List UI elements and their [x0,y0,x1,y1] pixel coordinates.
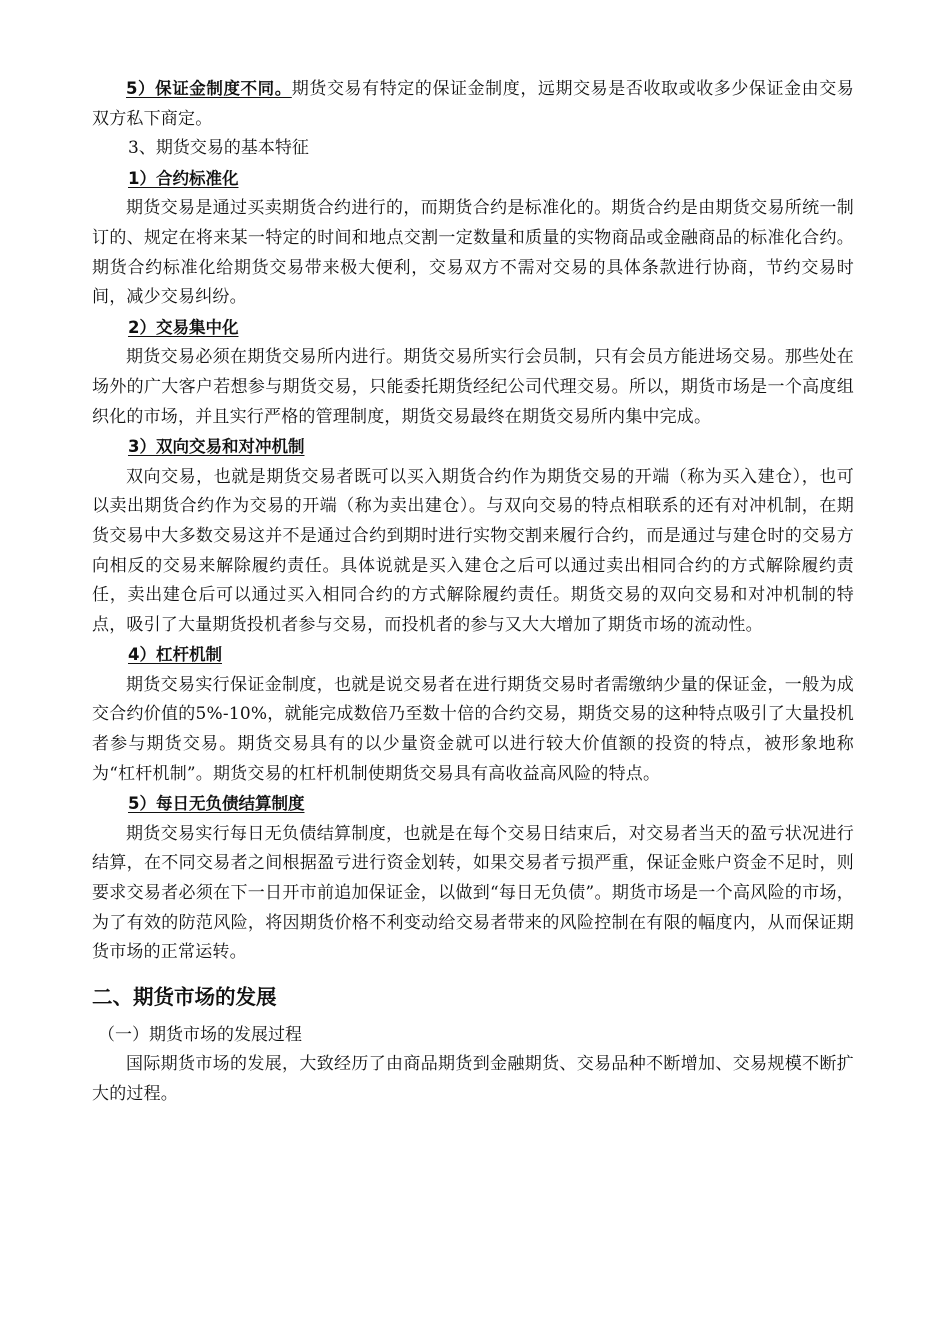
feature-5-heading [92,789,854,820]
section2-body: 国际期货市场的发展，大致经历了由商品期货到金融期货、交易品种不断增加、交易规模不断扩大的过程。 [92,1054,854,1104]
feature-5-title: 5）每日无负债结算制度 [128,794,305,814]
feature-1-heading [92,164,854,195]
feature-4-title: 4）杠杆机制 [128,645,222,665]
feature-2-title: 2）交易集中化 [128,317,239,337]
section2-heading: 二、期货市场的发展 [92,984,277,1009]
feature-3-heading [92,432,854,463]
feature-2-body: 期货交易必须在期货交易所内进行。期货交易所实行会员制，只有会员方能进场交易。那些处在场外的广大客户若想参与期货交易，只能委托期货经纪公司代理交易。所以，期货市场是一个高度组织化的市场，并且实行严格的管理制度，期货交易最终在期货交易所内集中完成。 [92,347,854,427]
feature-1-body: 期货交易是通过买卖期货合约进行的，而期货合约是标准化的。期货合约是由期货交易所统一制订的、规定在将来某一特定的时间和地点交割一定数量和质量的实物商品或金融商品的标准化合约。期货合约标准化给期货交易带来极大便利，交易双方不需对交易的具体条款进行协商，节约交易时间，减少交易纠纷。 [92,198,854,308]
feature-4-heading [92,640,854,671]
section3-heading: 3、期货交易的基本特征 [128,138,309,159]
feature-1-title: 1）合约标准化 [128,168,239,188]
margin-item-paragraph [92,74,854,134]
margin-item-body: 期货交易有特定的保证金制度，远期交易是否收取或收多少保证金由交易双方私下商定。 [92,79,854,129]
feature-5-body: 期货交易实行每日无负债结算制度，也就是在每个交易日结束后，对交易者当天的盈亏状况进行结算，在不同交易者之间根据盈亏进行资金划转，如果交易者亏损严重，保证金账户资金不足时，则要求交易者必须在下一日开市前追加保证金，以做到“每日无负债”。期货市场是一个高风险的市场，为了有效的防范风险，将因期货价格不利变动给交易者带来的风险控制在有限的幅度内，从而保证期货市场的正常运转。 [92,823,854,963]
section2-subsection-heading: （一）期货市场的发展过程 [98,1024,302,1045]
feature-3-body: 双向交易，也就是期货交易者既可以买入期货合约作为期货交易的开端（称为买入建仓），也可以卖出期货合约作为交易的开端（称为卖出建仓）。与双向交易的特点相联系的还有对冲机制，在期货交易中大多数交易这并不是通过合约到期时进行实物交割来履行合约，而是通过与建仓时的交易方向相反的交易来解除履约责任。具体说就是买入建仓之后可以通过卖出相同合约的方式解除履约责任，卖出建仓后可以通过买入相同合约的方式解除履约责任。期货交易的双向交易和对冲机制的特点，吸引了大量期货投机者参与交易，而投机者的参与又大大增加了期货市场的流动性。 [92,466,854,635]
feature-4-body: 期货交易实行保证金制度，也就是说交易者在进行期货交易时者需缴纳少量的保证金，一般为成交合约价值的5%-10%，就能完成数倍乃至数十倍的合约交易，期货交易的这种特点吸引了大量投机者参与期货交易。期货交易具有的以少量资金就可以进行较大价值额的投资的特点，被形象地称为“杠杆机制”。期货交易的杠杆机制使期货交易具有高收益高风险的特点。 [92,674,854,784]
feature-3-title: 3）双向交易和对冲机制 [128,437,305,457]
feature-2-heading [92,313,854,344]
margin-item-title: 5）保证金制度不同。 [126,79,292,98]
